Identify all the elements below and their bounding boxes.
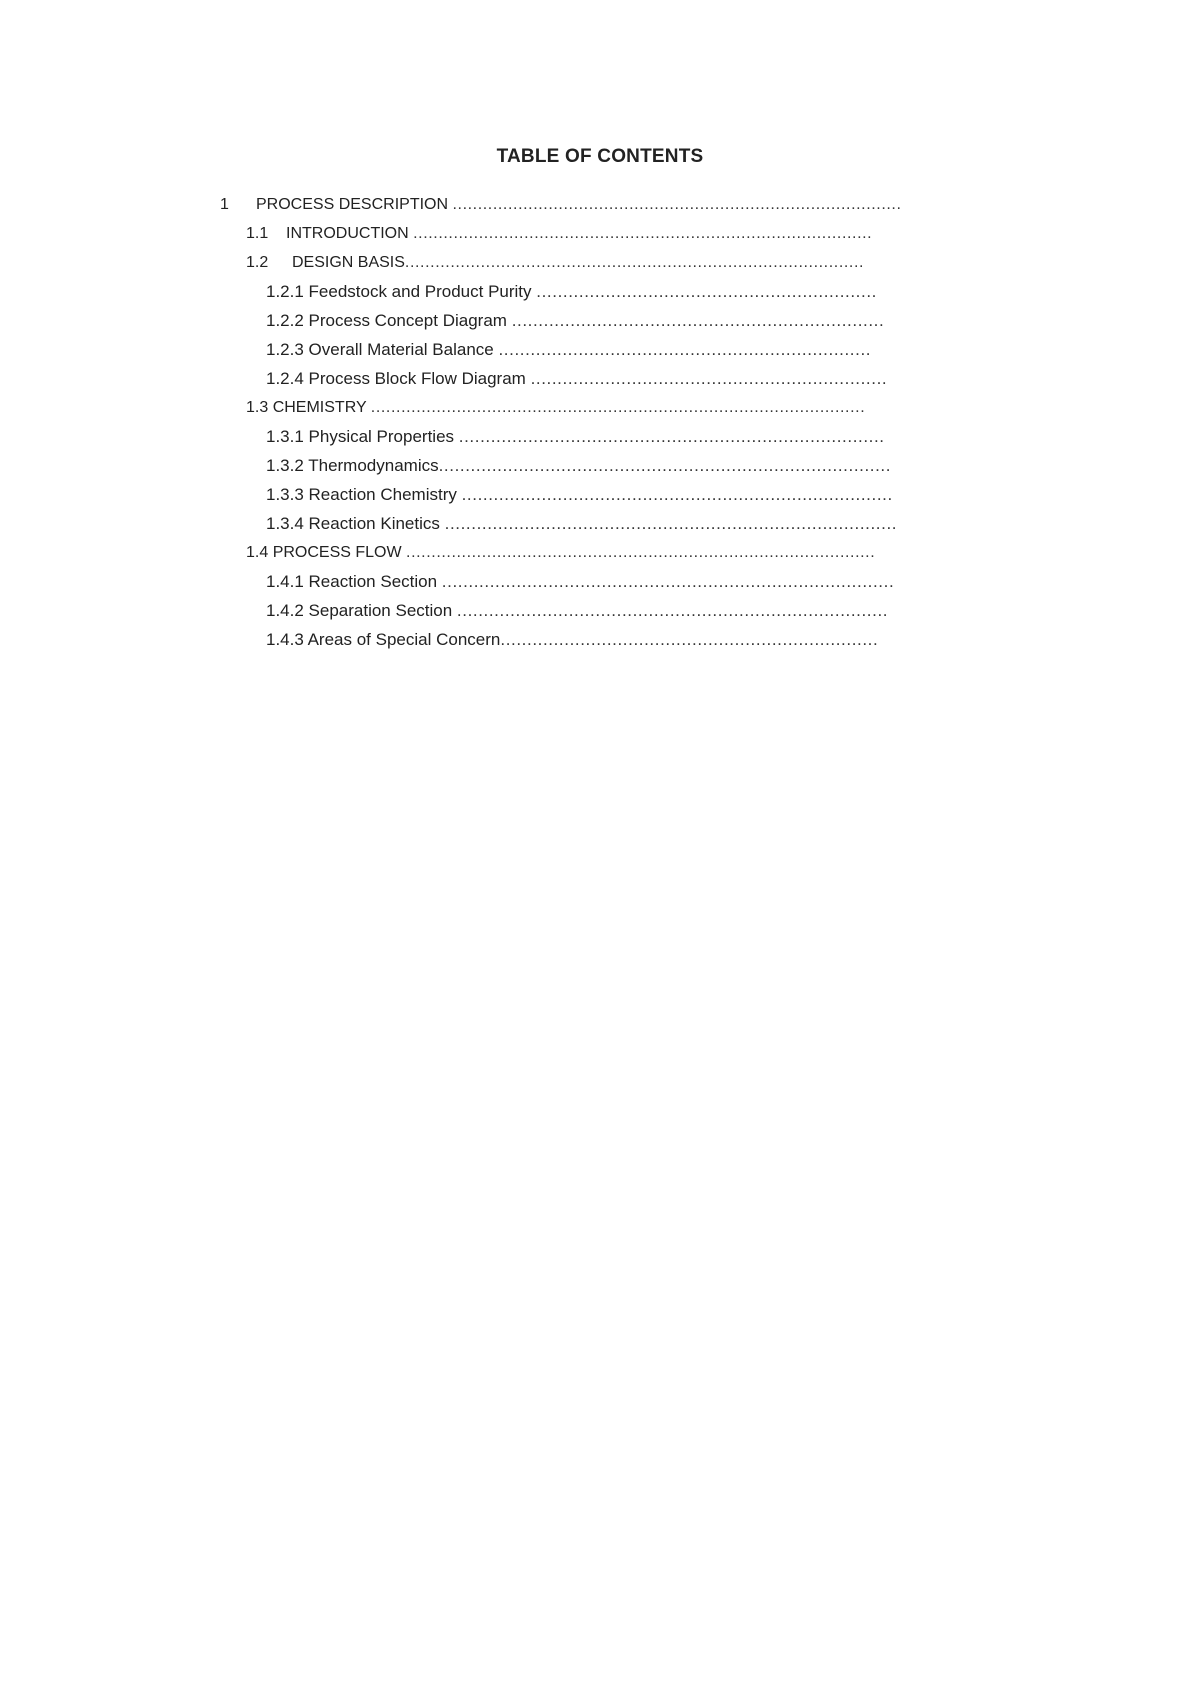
- toc-entry-1-4-2[interactable]: [266, 598, 966, 624]
- toc-dot-leader: .................................................................................: [461, 485, 893, 504]
- toc-entry-number: 1.2: [246, 254, 269, 271]
- toc-entry-text: 1.3.1 Physical Properties: [266, 427, 455, 446]
- toc-entry-1-2-1[interactable]: [266, 279, 963, 305]
- toc-entry-text: 1.3.3 Reaction Chemistry: [266, 485, 457, 504]
- toc-entry-number: 1.1: [246, 225, 269, 242]
- toc-dot-leader: .....................................................................................: [444, 514, 898, 533]
- toc-entry-number: 1: [220, 196, 229, 213]
- toc-entry-text: 1.3.4 Reaction Kinetics: [266, 514, 440, 533]
- toc-entry-1[interactable]: [220, 192, 965, 218]
- toc-entry-1-3-2[interactable]: [266, 453, 966, 479]
- toc-dot-leader: ................................................................................: [458, 427, 885, 446]
- toc-entry-text: 1.2.3 Overall Material Balance: [266, 340, 494, 359]
- toc-entry-text: 1.2.2 Process Concept Diagram: [266, 311, 507, 330]
- toc-entry-text: 1.2.1 Feedstock and Product Purity: [266, 282, 532, 301]
- toc-title: TABLE OF CONTENTS: [496, 146, 704, 167]
- toc-dot-leader: ......................................................................: [498, 340, 872, 359]
- toc-dot-leader: .............................................................................................: [406, 544, 876, 561]
- toc-entry-text: 1.4 PROCESS FLOW: [246, 544, 402, 561]
- toc-entry-text: 1.4.2 Separation Section: [266, 601, 453, 620]
- toc-entry-1-4[interactable]: [246, 540, 965, 566]
- toc-dot-leader: ................................................................: [536, 282, 877, 301]
- toc-dot-leader: ...........................................................................................: [413, 225, 873, 242]
- toc-dot-leader: ......................................................................: [511, 311, 885, 330]
- toc-entry-1-3[interactable]: [246, 395, 965, 421]
- toc-dot-leader: ..................................................................................................: [370, 399, 866, 416]
- toc-dot-leader: .......................................................................: [500, 630, 879, 649]
- toc-entry-text: 1.4.3 Areas of Special Concern: [266, 630, 501, 649]
- toc-entry-1-3-3[interactable]: [266, 482, 966, 508]
- toc-entry-1-2-2[interactable]: [266, 308, 963, 334]
- toc-entry-1-3-4[interactable]: [266, 511, 963, 537]
- toc-entry-1-3-1[interactable]: [266, 424, 963, 450]
- toc-dot-leader: .................................................................................: [456, 601, 889, 620]
- toc-entry-1-2-4[interactable]: [266, 366, 963, 392]
- toc-entry-text: 1.3 CHEMISTRY: [246, 399, 367, 416]
- toc-dot-leader: .....................................................................................: [441, 572, 895, 591]
- toc-entry-1-4-3[interactable]: [266, 627, 969, 653]
- toc-dot-leader: .....................................................................................: [438, 456, 892, 475]
- toc-dot-leader: ...................................................................: [530, 369, 888, 388]
- toc-entry-1-1[interactable]: [246, 221, 965, 247]
- toc-dot-leader: .........................................................................................: [452, 196, 902, 213]
- toc-entry-1-2-3[interactable]: [266, 337, 963, 363]
- toc-entry-text: PROCESS DESCRIPTION: [256, 196, 449, 213]
- toc-entry-text: 1.3.2 Thermodynamics: [266, 456, 439, 475]
- toc-entry-text: DESIGN BASIS: [292, 254, 405, 271]
- toc-entry-text: 1.2.4 Process Block Flow Diagram: [266, 369, 526, 388]
- toc-dot-leader: ...........................................................................................: [404, 254, 865, 271]
- toc-entry-1-2[interactable]: [246, 250, 965, 276]
- toc-entry-text: 1.4.1 Reaction Section: [266, 572, 438, 591]
- toc-entry-text: INTRODUCTION: [286, 225, 409, 242]
- toc-entry-1-4-1[interactable]: [266, 569, 963, 595]
